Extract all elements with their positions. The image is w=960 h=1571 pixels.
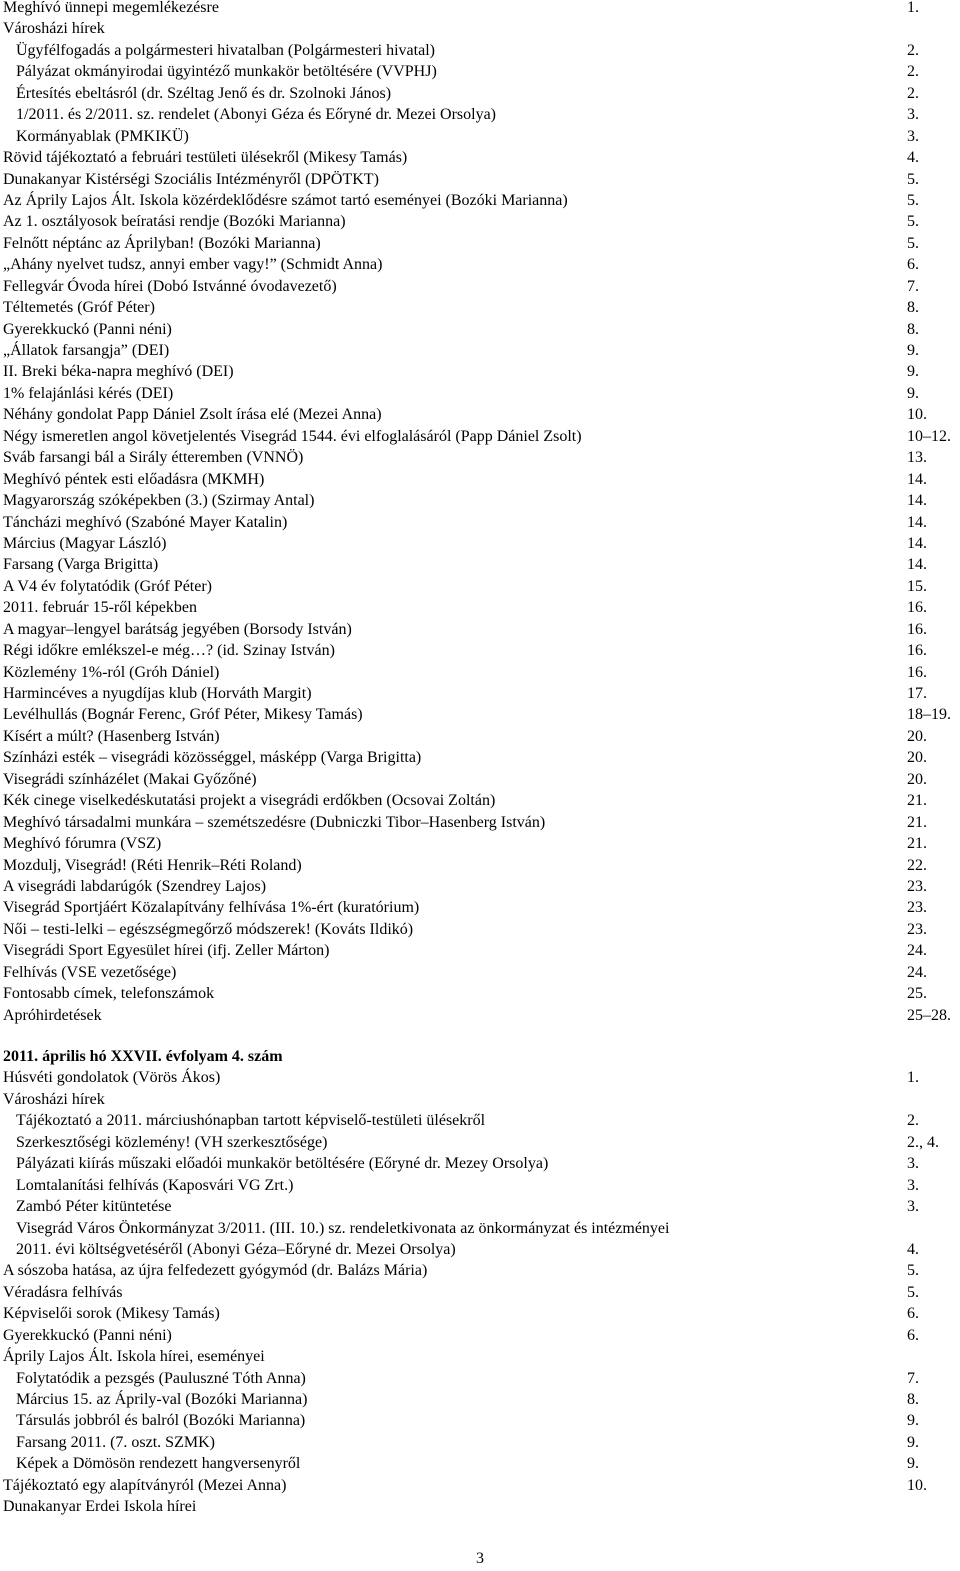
toc-entry bbox=[0, 790, 960, 811]
entry-title: Folytatódik a pezsgés (Pauluszné Tóth Anna) bbox=[16, 1369, 306, 1387]
entry-title: 1/2011. és 2/2011. sz. rendelet (Abonyi Géza és Eőryné dr. Mezei Orsolya) bbox=[16, 106, 497, 124]
toc-entry bbox=[0, 1196, 960, 1217]
entry-title: Társulás jobbról és balról (Bozóki Marianna) bbox=[16, 1412, 306, 1430]
entry-title: Szerkesztőségi közlemény! (VH szerkesztősége) bbox=[16, 1133, 328, 1151]
toc-entry bbox=[0, 1175, 960, 1196]
entry-page: 6. bbox=[907, 1326, 919, 1344]
entry-title: Apróhirdetések bbox=[3, 1006, 102, 1024]
entry-title: Pályázat okmányirodai ügyintéző munkakör betöltésére (VVPHJ) bbox=[16, 63, 437, 81]
toc-entry bbox=[0, 769, 960, 790]
entry-page: 20. bbox=[907, 770, 927, 788]
entry-page: 25–28. bbox=[907, 1006, 951, 1024]
section-spacer bbox=[0, 1026, 960, 1046]
entry-title: Fellegvár Óvoda hírei (Dobó Istvánné óvodavezető) bbox=[3, 277, 337, 295]
entry-page: 3. bbox=[907, 106, 919, 124]
toc-entry bbox=[0, 1389, 960, 1410]
toc-entry bbox=[0, 747, 960, 768]
entry-page: 21. bbox=[907, 813, 927, 831]
toc-entry bbox=[0, 640, 960, 661]
entry-title: Képek a Dömösön rendezett hangversenyről bbox=[16, 1455, 301, 1473]
toc-entry bbox=[0, 833, 960, 854]
toc-entry bbox=[0, 447, 960, 468]
entry-page: 10–12. bbox=[907, 427, 951, 445]
toc-entry bbox=[0, 104, 960, 125]
entry-title: Az Áprily Lajos Ált. Iskola közérdeklődésre számot tartó eseményei (Bozóki Marianna) bbox=[3, 191, 568, 209]
entry-title: 2011. április hó XXVII. évfolyam 4. szám bbox=[3, 1048, 283, 1065]
toc-entry bbox=[0, 533, 960, 554]
toc-entry bbox=[0, 40, 960, 61]
toc-entry bbox=[0, 211, 960, 232]
toc-entry bbox=[0, 940, 960, 961]
entry-title: Gyerekkuckó (Panni néni) bbox=[3, 320, 172, 338]
toc-entry bbox=[0, 1239, 960, 1260]
entry-title: Március 15. az Áprily-val (Bozóki Marianna) bbox=[16, 1391, 308, 1408]
entry-page: 5. bbox=[907, 191, 919, 209]
toc-entry bbox=[0, 1475, 960, 1496]
entry-page: 16. bbox=[907, 642, 927, 660]
entry-title: 1% felajánlási kérés (DEI) bbox=[3, 384, 174, 402]
entry-title: A V4 év folytatódik (Gróf Péter) bbox=[3, 577, 212, 595]
entry-title: A magyar–lengyel barátság jegyében (Borsody István) bbox=[3, 620, 352, 638]
toc-entry bbox=[0, 1005, 960, 1026]
toc-entry bbox=[0, 297, 960, 318]
entry-title: Felhívás (VSE vezetősége) bbox=[3, 963, 177, 981]
toc-entry bbox=[0, 662, 960, 683]
toc-entry bbox=[0, 1067, 960, 1088]
entry-title: Meghívó péntek esti előadásra (MKMH) bbox=[3, 470, 265, 488]
entry-page: 4. bbox=[907, 1240, 919, 1258]
entry-title: Városházi hírek bbox=[3, 1090, 105, 1108]
toc-entry bbox=[0, 1282, 960, 1303]
entry-title: Kormányablak (PMKIKÜ) bbox=[16, 127, 189, 145]
entry-title: Közlemény 1%-ról (Gróh Dániel) bbox=[3, 663, 220, 681]
toc-entry bbox=[0, 276, 960, 297]
entry-title: II. Breki béka-napra meghívó (DEI) bbox=[3, 363, 234, 381]
toc-entry bbox=[0, 1368, 960, 1389]
entry-page: 3. bbox=[907, 1176, 919, 1194]
entry-title: „Állatok farsangja” (DEI) bbox=[3, 342, 170, 359]
entry-page: 9. bbox=[907, 384, 919, 402]
entry-page: 23. bbox=[907, 877, 927, 895]
toc-entry bbox=[0, 962, 960, 983]
entry-title: Visegrádi Sport Egyesület hírei (ifj. Zeller Márton) bbox=[3, 942, 330, 960]
entry-title: Tájékoztató a 2011. márciushónapban tartott képviselő-testületi ülésekről bbox=[16, 1112, 486, 1130]
entry-title: Pályázati kiírás műszaki előadói munkakör betöltésére (Eőryné dr. Mezey Orsolya) bbox=[16, 1155, 549, 1173]
toc-entry bbox=[0, 83, 960, 104]
entry-title: Visegrád Sportjáért Közalapítvány felhívása 1%-ért (kuratórium) bbox=[3, 899, 420, 917]
toc-entry bbox=[0, 1346, 960, 1367]
entry-title: Levélhullás (Bognár Ferenc, Gróf Péter, Mikesy Tamás) bbox=[3, 706, 363, 724]
entry-page: 20. bbox=[907, 749, 927, 767]
entry-title: Értesítés ebeltásról (dr. Széltag Jenő és dr. Szolnoki János) bbox=[16, 84, 392, 102]
entry-title: Rövid tájékoztató a februári testületi ülésekről (Mikesy Tamás) bbox=[3, 149, 408, 167]
entry-title: Gyerekkuckó (Panni néni) bbox=[3, 1326, 172, 1344]
toc-entry bbox=[0, 812, 960, 833]
entry-title: Visegrádi színházélet (Makai Győzőné) bbox=[3, 770, 257, 788]
toc-entry bbox=[0, 1432, 960, 1453]
entry-title: „Ahány nyelvet tudsz, annyi ember vagy!” (Schmidt Anna) bbox=[3, 256, 383, 274]
entry-page: 5. bbox=[907, 213, 919, 231]
entry-page: 9. bbox=[907, 363, 919, 381]
toc-entry bbox=[0, 855, 960, 876]
entry-title: Téltemetés (Gróf Péter) bbox=[3, 299, 155, 317]
entry-page: 14. bbox=[907, 470, 927, 488]
entry-page: 7. bbox=[907, 1369, 919, 1387]
toc-entry bbox=[0, 1153, 960, 1174]
entry-page: 2. bbox=[907, 84, 919, 102]
entry-page: 5. bbox=[907, 1262, 919, 1280]
toc-entry bbox=[0, 190, 960, 211]
toc-entry bbox=[0, 469, 960, 490]
entry-page: 6. bbox=[907, 256, 919, 274]
toc-entry bbox=[0, 1496, 960, 1517]
entry-title: A sószoba hatása, az újra felfedezett gyógymód (dr. Balázs Mária) bbox=[3, 1262, 428, 1280]
page-number: 3 bbox=[476, 1550, 484, 1567]
toc-entry bbox=[0, 919, 960, 940]
toc-entry bbox=[0, 404, 960, 425]
entry-page: 10. bbox=[907, 406, 927, 424]
toc-entry bbox=[0, 512, 960, 533]
toc-entry bbox=[0, 1218, 960, 1239]
toc-entry bbox=[0, 554, 960, 575]
toc-entry bbox=[0, 169, 960, 190]
entry-page: 8. bbox=[907, 1391, 919, 1408]
entry-title: Mozdulj, Visegrád! (Réti Henrik–Réti Roland) bbox=[3, 856, 302, 874]
toc-entry bbox=[0, 704, 960, 725]
entry-title: Fontosabb címek, telefonszámok bbox=[3, 985, 215, 1003]
toc-entry bbox=[0, 726, 960, 747]
toc-entry bbox=[0, 1303, 960, 1324]
entry-page: 3. bbox=[907, 127, 919, 145]
toc-entry bbox=[0, 597, 960, 618]
entry-title: Húsvéti gondolatok (Vörös Ákos) bbox=[3, 1069, 221, 1087]
entry-page: 14. bbox=[907, 492, 927, 510]
entry-title: Áprily Lajos Ált. Iskola hírei, eseményei bbox=[3, 1348, 265, 1366]
entry-title: Négy ismeretlen angol követjelentés Visegrád 1544. évi elfoglalásáról (Papp Dániel Zsolt) bbox=[3, 427, 582, 445]
entry-page: 5. bbox=[907, 1283, 919, 1301]
toc-entry bbox=[0, 147, 960, 168]
entry-title: Tájékoztató egy alapítványról (Mezei Anna) bbox=[3, 1476, 287, 1494]
toc-entry bbox=[0, 1132, 960, 1153]
toc-entry bbox=[0, 361, 960, 382]
entry-page: 2., 4. bbox=[907, 1133, 939, 1151]
entry-title: Ügyfélfogadás a polgármesteri hivatalban (Polgármesteri hivatal) bbox=[16, 41, 435, 59]
entry-title: Zambó Péter kitüntetése bbox=[16, 1198, 172, 1216]
entry-title: Visegrád Város Önkormányzat 3/2011. (III. 10.) sz. rendeletkivonata az önkormányzat és intézményei bbox=[16, 1219, 670, 1237]
entry-page: 5. bbox=[907, 170, 919, 188]
entry-title: Meghívó társadalmi munkára – szemétszedésre (Dubniczki Tibor–Hasenberg István) bbox=[3, 813, 546, 831]
entry-title: Női – testi-lelki – egészségmegőrző módszerek! (Kováts Ildikó) bbox=[3, 920, 414, 938]
toc-entry bbox=[0, 619, 960, 640]
entry-page: 2. bbox=[907, 63, 919, 81]
toc-entry bbox=[0, 1325, 960, 1346]
entry-title: Felnőtt néptánc az Áprilyban! (Bozóki Marianna) bbox=[3, 234, 321, 252]
entry-title: Dunakanyar Erdei Iskola hírei bbox=[3, 1498, 197, 1516]
toc-entry bbox=[0, 18, 960, 39]
entry-page: 23. bbox=[907, 920, 927, 938]
entry-title: Képviselői sorok (Mikesy Tamás) bbox=[3, 1305, 220, 1323]
toc-entry bbox=[0, 319, 960, 340]
entry-title: Lomtalanítási felhívás (Kaposvári VG Zrt.) bbox=[16, 1176, 294, 1194]
toc-entry bbox=[0, 126, 960, 147]
entry-page: 3. bbox=[907, 1155, 919, 1173]
toc-entry bbox=[0, 1410, 960, 1431]
entry-page: 13. bbox=[907, 449, 927, 467]
entry-page: 2. bbox=[907, 41, 919, 59]
toc-entry bbox=[0, 61, 960, 82]
toc-section bbox=[0, 1046, 960, 1518]
toc-entry bbox=[0, 897, 960, 918]
entry-title: Táncházi meghívó (Szabóné Mayer Katalin) bbox=[3, 513, 288, 531]
toc-entry bbox=[0, 983, 960, 1004]
entry-title: Néhány gondolat Papp Dániel Zsolt írása elé (Mezei Anna) bbox=[3, 406, 382, 424]
entry-page: 1. bbox=[907, 1069, 919, 1087]
entry-page: 17. bbox=[907, 685, 927, 702]
entry-page: 22. bbox=[907, 856, 927, 874]
entry-page: 6. bbox=[907, 1305, 919, 1323]
toc-entry bbox=[0, 233, 960, 254]
toc-entry bbox=[0, 0, 960, 18]
entry-title: Farsang (Varga Brigitta) bbox=[3, 556, 159, 574]
entry-page: 14. bbox=[907, 513, 927, 531]
entry-page: 1. bbox=[907, 0, 919, 16]
toc-entry bbox=[0, 383, 960, 404]
entry-page: 4. bbox=[907, 149, 919, 167]
entry-title: A visegrádi labdarúgók (Szendrey Lajos) bbox=[3, 877, 267, 895]
entry-page: 5. bbox=[907, 234, 919, 252]
entry-page: 18–19. bbox=[907, 706, 951, 724]
entry-page: 16. bbox=[907, 620, 927, 638]
entry-page: 9. bbox=[907, 1433, 919, 1451]
entry-title: Kék cinege viselkedéskutatási projekt a visegrádi erdőkben (Ocsovai Zoltán) bbox=[3, 792, 496, 810]
issue-heading bbox=[0, 1046, 960, 1067]
toc-entry bbox=[0, 1453, 960, 1474]
toc-entry bbox=[0, 490, 960, 511]
toc-entry bbox=[0, 876, 960, 897]
toc-entry bbox=[0, 683, 960, 704]
entry-title: Farsang 2011. (7. oszt. SZMK) bbox=[16, 1433, 215, 1451]
entry-page: 24. bbox=[907, 963, 927, 981]
entry-page: 16. bbox=[907, 663, 927, 681]
toc-entry bbox=[0, 426, 960, 447]
toc-entry bbox=[0, 1089, 960, 1110]
entry-title: Színházi esték – visegrádi közösséggel, másképp (Varga Brigitta) bbox=[3, 749, 422, 767]
entry-title: Régi időkre emlékszel-e még…? (id. Szinay István) bbox=[3, 642, 335, 660]
entry-page: 23. bbox=[907, 899, 927, 917]
entry-page: 8. bbox=[907, 299, 919, 317]
entry-title: Véradásra felhívás bbox=[3, 1283, 123, 1301]
entry-page: 20. bbox=[907, 727, 927, 745]
entry-title: Meghívó ünnepi megemlékezésre bbox=[3, 0, 219, 16]
toc-entry bbox=[0, 1260, 960, 1281]
entry-page: 21. bbox=[907, 792, 927, 810]
toc-entry bbox=[0, 254, 960, 275]
toc-entry bbox=[0, 1110, 960, 1131]
entry-page: 14. bbox=[907, 556, 927, 574]
entry-title: 2011. február 15-ről képekben bbox=[3, 599, 197, 617]
entry-page: 16. bbox=[907, 599, 927, 617]
toc-entry bbox=[0, 576, 960, 597]
entry-page: 7. bbox=[907, 277, 919, 295]
entry-page: 21. bbox=[907, 835, 927, 853]
entry-page: 2. bbox=[907, 1112, 919, 1130]
entry-title: Harmincéves a nyugdíjas klub (Horváth Margit) bbox=[3, 685, 312, 702]
entry-page: 9. bbox=[907, 1455, 919, 1473]
entry-page: 9. bbox=[907, 342, 919, 359]
entry-page: 3. bbox=[907, 1198, 919, 1216]
entry-title: Kísért a múlt? (Hasenberg István) bbox=[3, 727, 220, 745]
entry-title: Meghívó fórumra (VSZ) bbox=[3, 835, 162, 853]
entry-title: Dunakanyar Kistérségi Szociális Intézményről (DPÖTKT) bbox=[3, 170, 379, 188]
entry-page: 15. bbox=[907, 577, 927, 595]
entry-title: Városházi hírek bbox=[3, 20, 105, 38]
entry-title: Az 1. osztályosok beíratási rendje (Bozóki Marianna) bbox=[3, 213, 346, 231]
entry-page: 10. bbox=[907, 1476, 927, 1494]
entry-page: 24. bbox=[907, 942, 927, 960]
entry-page: 25. bbox=[907, 985, 927, 1003]
entry-page: 14. bbox=[907, 534, 927, 552]
entry-page: 8. bbox=[907, 320, 919, 338]
entry-page: 9. bbox=[907, 1412, 919, 1430]
entry-title: Sváb farsangi bál a Sirály étteremben (VNNÖ) bbox=[3, 449, 304, 467]
toc-entry bbox=[0, 340, 960, 361]
entry-title: Március (Magyar László) bbox=[3, 534, 167, 552]
entry-title: 2011. évi költségvetéséről (Abonyi Géza–Eőryné dr. Mezei Orsolya) bbox=[16, 1240, 456, 1258]
entry-title: Magyarország szóképekben (3.) (Szirmay Antal) bbox=[3, 492, 315, 510]
